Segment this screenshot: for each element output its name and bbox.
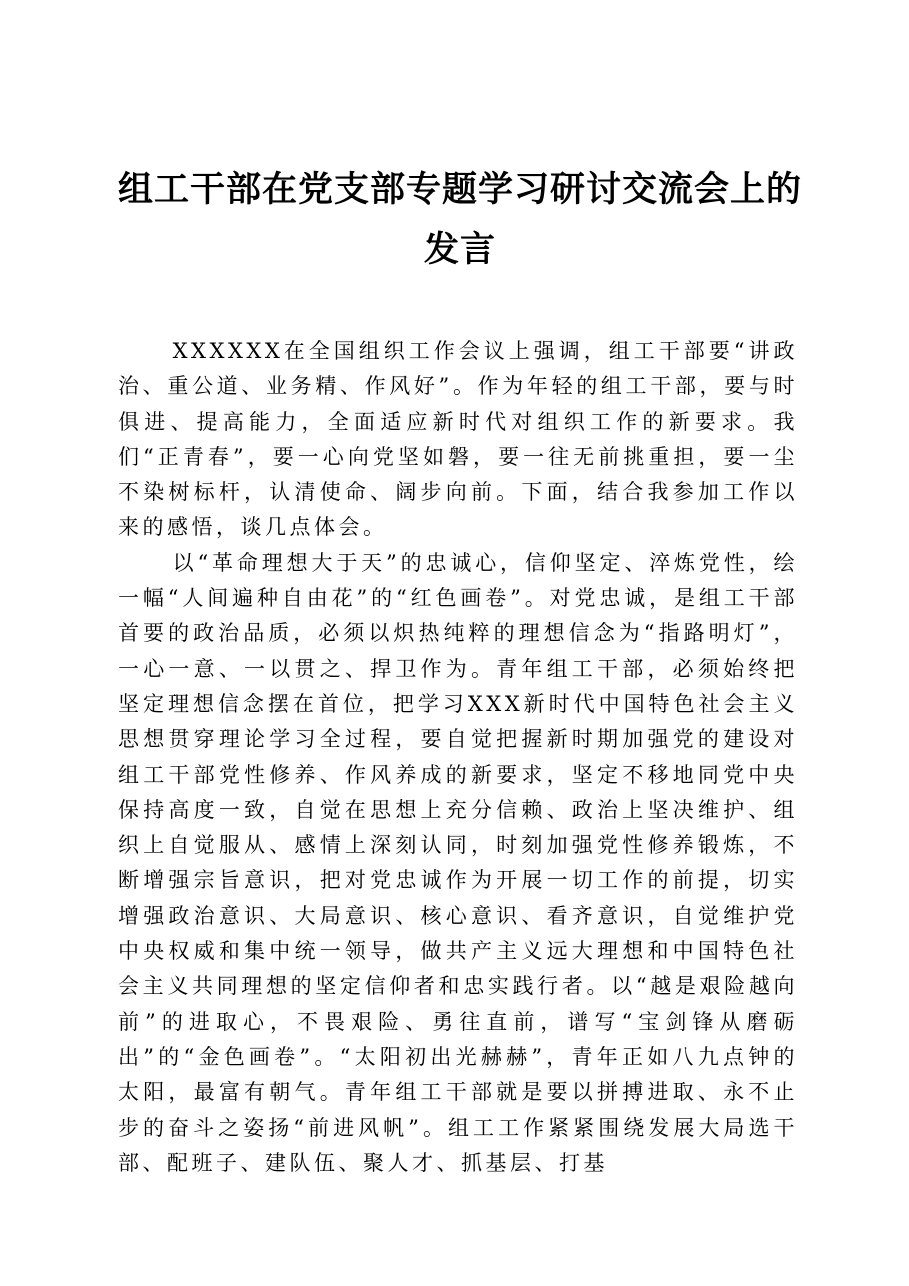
paragraph-intro: XXXXXX在全国组织工作会议上强调，组工干部要“讲政治、重公道、业务精、作风好”。作为年轻的组工干部，要与时俱进、提高能力，全面适应新时代对组织工作的新要求。我们“正青春”，要一心向党坚如磐，要一往无前挑重担，要一尘不染树标杆，认清使命、阔步向前。下面，结合我参加工作以来的感悟，谈几点体会。 (118, 339, 798, 540)
document-title: 组工干部在党支部专题学习研讨交流会上的发言 (118, 170, 803, 270)
paragraph-loyalty: 以“革命理想大于天”的忠诚心，信仰坚定、淬炼党性，绘一幅“人间遍种自由花”的“红色画卷”。对党忠诚，是组工干部首要的政治品质，必须以炽热纯粹的理想信念为“指路明灯”，一心一意、一以贯之、捍卫作为。青年组工干部，必须始终把坚定理想信念摆在首位，把学习XXX新时代中国特色社会主义思想贯穿理论学习全过程，要自觉把握新时期加强党的建设对组工干部党性修养、作风养成的新要求，坚定不移地同党中央保持高度一致，自觉在思想上充分信赖、政治上坚决维护、组织上自觉服从、感情上深刻认同，时刻加强党性修养锻炼，不断增强宗旨意识，把对党忠诚作为开展一切工作的前提，切实增强政治意识、大局意识、核心意识、看齐意识，自觉维护党中央权威和集中统一领导，做共产主义远大理想和中国特色社会主义共同理想的坚定信仰者和忠实践行者。以“越是艰险越向前”的进取心，不畏艰险、勇往直前，谱写“宝剑锋从磨砺出”的“金色画卷”。“太阳初出光赫赫”，青年正如八九点钟的太阳，最富有朝气。青年组工干部就是要以拼搏进取、永不止步的奋斗之姿扬“前进风帆”。组工工作紧紧围绕发展大局选干部、配班子、建队伍、聚人才、抓基层、打基 (118, 550, 798, 1175)
document-body (118, 334, 798, 1181)
